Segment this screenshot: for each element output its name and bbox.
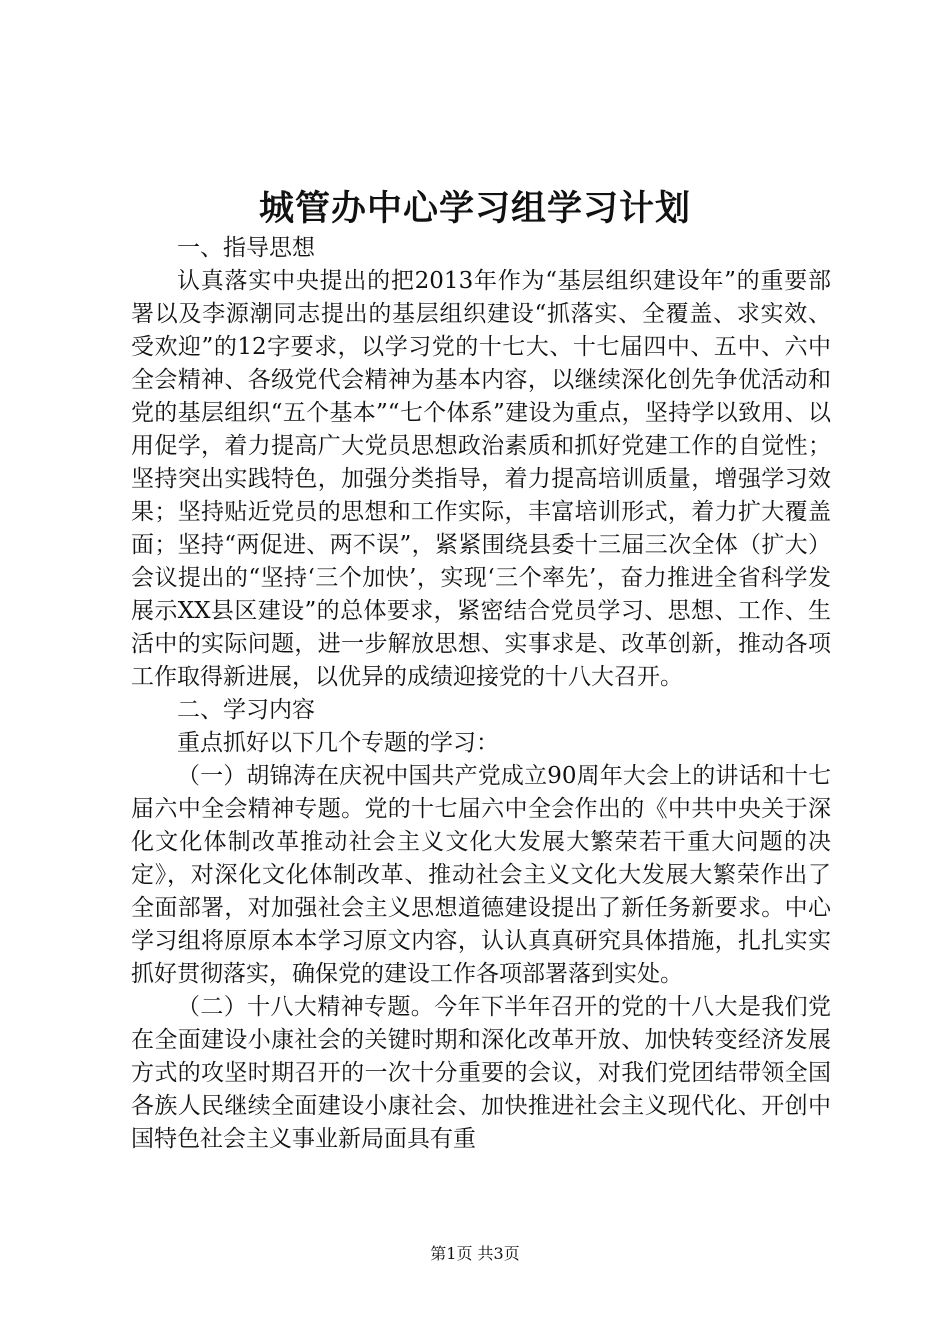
document-body <box>131 232 831 1156</box>
section-heading-study-content: 二、学习内容 <box>177 697 315 723</box>
section-heading-guiding-thought: 一、指导思想 <box>177 235 315 261</box>
page-total: 共3页 <box>477 1244 520 1263</box>
paragraph-topic-two: （二）十八大精神专题。今年下半年召开的党的十八大是我们党在全面建设小康社会的关键时期和深化改革开放、加快转变经济发展方式的攻坚时期召开的一次十分重要的会议，对我们党团结带领全国各族人民继续全面建设小康社会、加快推进社会主义现代化、开创中国特色社会主义事业新局面具有重 <box>131 994 831 1152</box>
page-number: 第1页 <box>430 1244 473 1263</box>
paragraph-topic-one: （一）胡锦涛在庆祝中国共产党成立90周年大会上的讲话和十七届六中全会精神专题。党的十七届六中全会作出的《中共中央关于深化文化体制改革推动社会主义文化大发展大繁荣若干重大问题的决定》，对深化文化体制改革、推动社会主义文化大发展大繁荣作出了全面部署，对加强社会主义思想道德建设提出了新任务新要求。中心学习组将原原本本学习原文内容，认认真真研究具体措施，扎扎实实抓好贯彻落实，确保党的建设工作各项部署落到实处。 <box>131 763 831 987</box>
paragraph-guiding-thought: 认真落实中央提出的把2013年作为“基层组织建设年”的重要部署以及李源潮同志提出的基层组织建设“抓落实、全覆盖、求实效、受欢迎”的12字要求，以学习党的十七大、十七届四中、五中、六中全会精神、各级党代会精神为基本内容，以继续深化创先争优活动和党的基层组织“五个基本”“七个体系”建设为重点，坚持学以致用、以用促学，着力提高广大党员思想政治素质和抓好党建工作的自觉性；坚持突出实践特色，加强分类指导，着力提高培训质量，增强学习效果；坚持贴近党员的思想和工作实际，丰富培训形式，着力扩大覆盖面；坚持“两促进、两不误”，紧紧围绕县委十三届三次全体（扩大）会议提出的“坚持‘三个加快’，实现‘三个率先’，奋力推进全省科学发展示XX县区建设”的总体要求，紧密结合党员学习、思想、工作、生活中的实际问题，进一步解放思想、实事求是、改革创新，推动各项工作取得新进展，以优异的成绩迎接党的十八大召开。 <box>131 268 831 690</box>
page-footer <box>0 1243 950 1265</box>
document-title: 城管办中心学习组学习计划 <box>258 188 691 229</box>
paragraph-study-intro: 重点抓好以下几个专题的学习： <box>177 730 499 756</box>
